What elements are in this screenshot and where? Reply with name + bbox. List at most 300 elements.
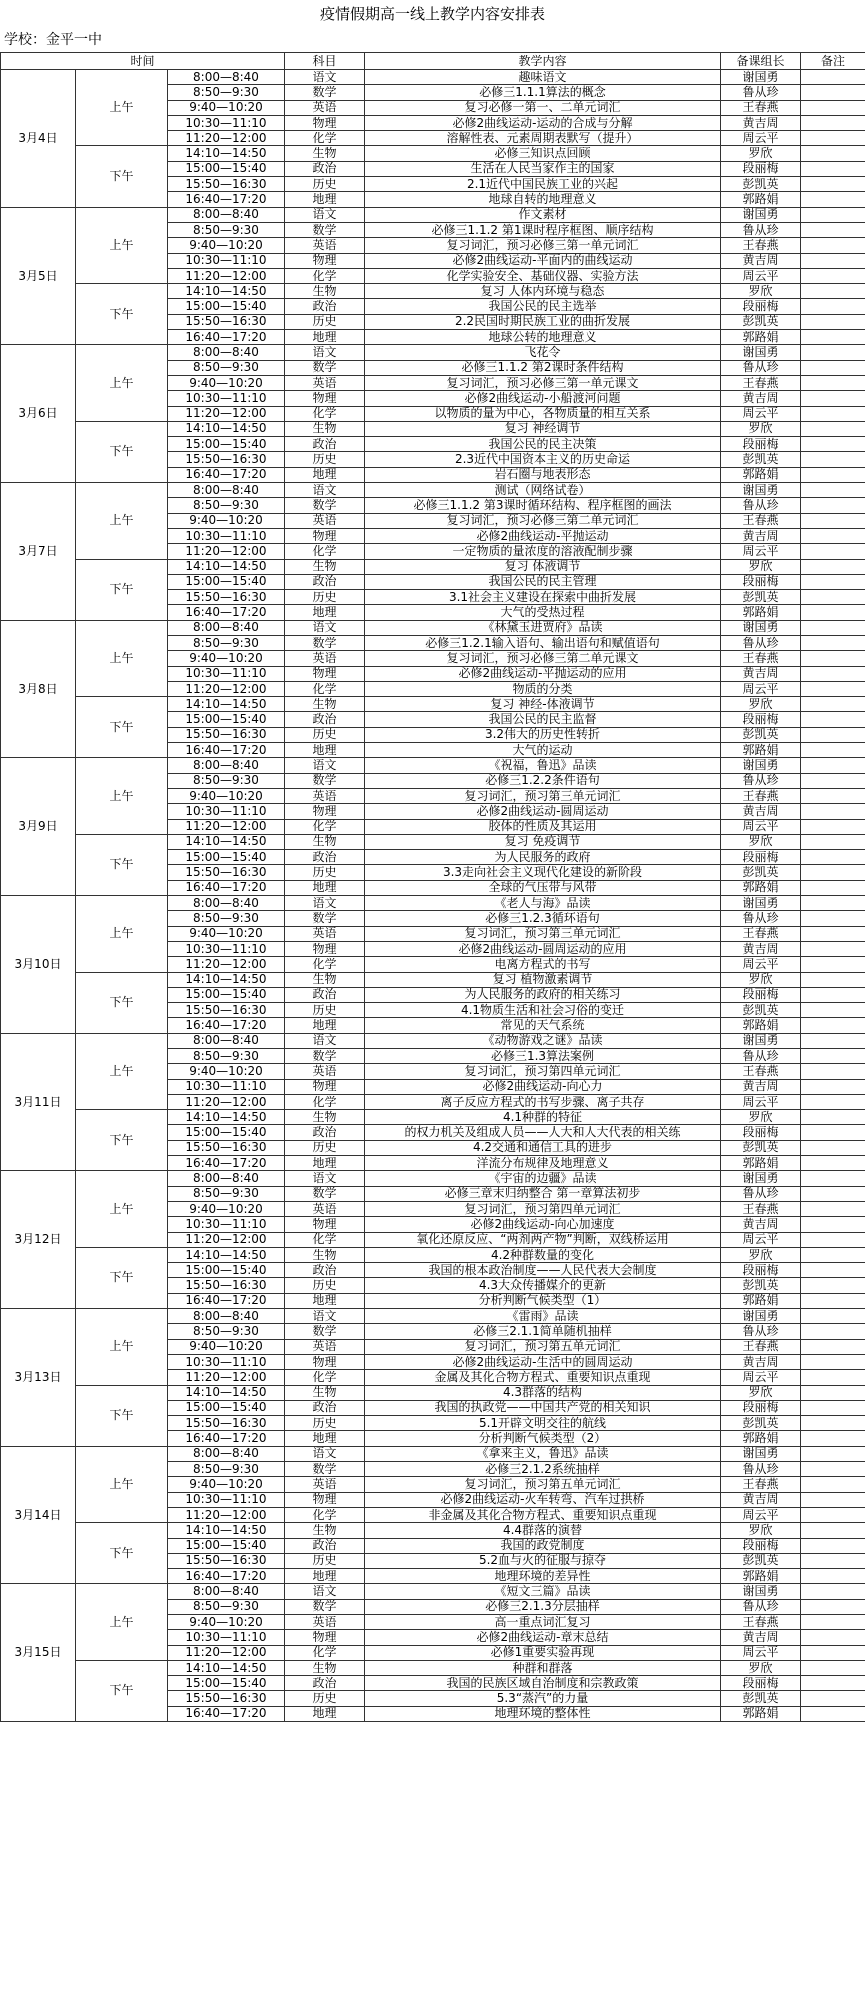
subject-cell: 生物 [285, 146, 365, 161]
note-cell [801, 1171, 865, 1186]
content-cell: 4.4群落的演替 [365, 1523, 721, 1538]
leader-cell: 郭路娟 [721, 1431, 801, 1446]
subject-cell: 语文 [285, 70, 365, 85]
subject-cell: 数学 [285, 773, 365, 788]
content-cell: 必修2曲线运动-圆周运动的应用 [365, 941, 721, 956]
content-cell: 4.2交通和通信工具的进步 [365, 1140, 721, 1155]
school-label: 学校：金平一中 [4, 32, 102, 48]
content-cell: 必修2曲线运动-运动的合成与分解 [365, 115, 721, 130]
content-cell: 我国的民族区域自治制度和宗教政策 [365, 1676, 721, 1691]
leader-cell: 黄吉周 [721, 1492, 801, 1507]
note-cell [801, 1706, 865, 1721]
leader-cell: 黄吉周 [721, 115, 801, 130]
content-cell: 《老人与海》品读 [365, 896, 721, 911]
leader-cell: 谢国勇 [721, 758, 801, 773]
content-cell: 地球自转的地理意义 [365, 192, 721, 207]
subject-cell: 数学 [285, 1186, 365, 1201]
note-cell [801, 437, 865, 452]
subject-cell: 语文 [285, 1309, 365, 1324]
note-cell [801, 1538, 865, 1553]
subject-cell: 历史 [285, 590, 365, 605]
subject-cell: 物理 [285, 1354, 365, 1369]
time-cell: 9:40—10:20 [168, 100, 285, 115]
subject-cell: 政治 [285, 987, 365, 1002]
note-cell [801, 1599, 865, 1614]
time-cell: 8:50—9:30 [168, 1324, 285, 1339]
note-cell [801, 880, 865, 895]
note-cell [801, 452, 865, 467]
content-cell: 离子反应方程式的书写步骤、离子共存 [365, 1094, 721, 1109]
time-cell: 8:50—9:30 [168, 360, 285, 375]
leader-cell: 王春燕 [721, 1339, 801, 1354]
time-cell: 8:50—9:30 [168, 773, 285, 788]
leader-cell: 谢国勇 [721, 620, 801, 635]
period-pm-cell: 下午 [76, 972, 168, 1033]
subject-cell: 历史 [285, 1553, 365, 1568]
leader-cell: 彭凯英 [721, 1553, 801, 1568]
period-am-cell: 上午 [76, 483, 168, 559]
time-cell: 15:50—16:30 [168, 1416, 285, 1431]
content-cell: 氧化还原反应、“两剂两产物”判断，双线桥运用 [365, 1232, 721, 1247]
time-cell: 8:00—8:40 [168, 758, 285, 773]
subject-cell: 生物 [285, 972, 365, 987]
content-cell: 5.3“蒸汽”的力量 [365, 1691, 721, 1706]
leader-cell: 周云平 [721, 268, 801, 283]
leader-cell: 王春燕 [721, 100, 801, 115]
time-cell: 10:30—11:10 [168, 115, 285, 130]
leader-cell: 罗欣 [721, 697, 801, 712]
subject-cell: 政治 [285, 1676, 365, 1691]
note-cell [801, 1400, 865, 1415]
table-row [1, 1110, 865, 1125]
time-cell: 15:50—16:30 [168, 865, 285, 880]
table-row [1, 972, 865, 987]
leader-cell: 彭凯英 [721, 727, 801, 742]
time-cell: 9:40—10:20 [168, 788, 285, 803]
note-cell [801, 131, 865, 146]
subject-cell: 化学 [285, 544, 365, 559]
time-cell: 10:30—11:10 [168, 666, 285, 681]
note-cell [801, 1018, 865, 1033]
note-cell [801, 1553, 865, 1568]
content-cell: 必修2曲线运动-平抛运动 [365, 528, 721, 543]
subject-cell: 语文 [285, 896, 365, 911]
content-cell: 《动物游戏之谜》品读 [365, 1033, 721, 1048]
note-cell [801, 406, 865, 421]
note-cell [801, 1156, 865, 1171]
note-cell [801, 207, 865, 222]
note-cell [801, 1339, 865, 1354]
note-cell [801, 1462, 865, 1477]
content-cell: 金属及其化合物方程式、重要知识点重现 [365, 1370, 721, 1385]
leader-cell: 鲁从珍 [721, 222, 801, 237]
content-cell: 为人民服务的政府的相关练习 [365, 987, 721, 1002]
leader-cell: 周云平 [721, 131, 801, 146]
leader-cell: 彭凯英 [721, 590, 801, 605]
time-cell: 15:50—16:30 [168, 590, 285, 605]
time-cell: 8:50—9:30 [168, 911, 285, 926]
note-cell [801, 896, 865, 911]
date-cell: 3月11日 [1, 1033, 76, 1171]
leader-cell: 郭路娟 [721, 467, 801, 482]
leader-cell: 段丽梅 [721, 712, 801, 727]
note-cell [801, 1217, 865, 1232]
time-cell: 16:40—17:20 [168, 880, 285, 895]
note-cell [801, 1079, 865, 1094]
subject-cell: 生物 [285, 421, 365, 436]
note-cell [801, 911, 865, 926]
table-row [1, 1309, 865, 1324]
subject-cell: 语文 [285, 1033, 365, 1048]
note-cell [801, 253, 865, 268]
note-cell [801, 1232, 865, 1247]
time-cell: 11:20—12:00 [168, 131, 285, 146]
content-cell: 复习词汇，预习第五单元词汇 [365, 1339, 721, 1354]
subject-cell: 物理 [285, 1217, 365, 1232]
time-cell: 15:00—15:40 [168, 161, 285, 176]
subject-cell: 英语 [285, 238, 365, 253]
note-cell [801, 941, 865, 956]
subject-cell: 生物 [285, 834, 365, 849]
note-cell [801, 513, 865, 528]
content-cell: 飞花令 [365, 345, 721, 360]
time-cell: 15:00—15:40 [168, 987, 285, 1002]
leader-cell: 黄吉周 [721, 391, 801, 406]
subject-cell: 语文 [285, 1584, 365, 1599]
time-cell: 8:00—8:40 [168, 1446, 285, 1461]
note-cell [801, 115, 865, 130]
content-cell: 4.3大众传播媒介的更新 [365, 1278, 721, 1293]
subject-cell: 化学 [285, 819, 365, 834]
time-cell: 15:50—16:30 [168, 727, 285, 742]
leader-cell: 段丽梅 [721, 1263, 801, 1278]
note-cell [801, 1263, 865, 1278]
time-cell: 8:50—9:30 [168, 498, 285, 513]
date-cell: 3月12日 [1, 1171, 76, 1309]
leader-cell: 谢国勇 [721, 70, 801, 85]
note-cell [801, 681, 865, 696]
content-cell: 《林黛玉进贾府》品读 [365, 620, 721, 635]
subject-cell: 物理 [285, 253, 365, 268]
time-cell: 15:00—15:40 [168, 1263, 285, 1278]
time-cell: 15:00—15:40 [168, 1538, 285, 1553]
leader-cell: 周云平 [721, 544, 801, 559]
leader-cell: 黄吉周 [721, 1217, 801, 1232]
content-cell: 复习词汇，预习必修三第二单元词汇 [365, 513, 721, 528]
subject-cell: 化学 [285, 406, 365, 421]
time-cell: 14:10—14:50 [168, 1660, 285, 1675]
leader-cell: 鲁从珍 [721, 1049, 801, 1064]
note-cell [801, 1584, 865, 1599]
leader-cell: 周云平 [721, 1232, 801, 1247]
leader-cell: 罗欣 [721, 1523, 801, 1538]
leader-cell: 彭凯英 [721, 1003, 801, 1018]
leader-cell: 王春燕 [721, 1614, 801, 1629]
subject-cell: 物理 [285, 391, 365, 406]
content-cell: 4.1种群的特征 [365, 1110, 721, 1125]
note-cell [801, 1385, 865, 1400]
content-cell: 《拿来主义，鲁迅》品读 [365, 1446, 721, 1461]
leader-cell: 郭路娟 [721, 605, 801, 620]
content-cell: 全球的气压带与风带 [365, 880, 721, 895]
content-cell: 必修2曲线运动-小船渡河问题 [365, 391, 721, 406]
content-cell: 常见的天气系统 [365, 1018, 721, 1033]
content-cell: 5.2血与火的征服与掠夺 [365, 1553, 721, 1568]
leader-cell: 谢国勇 [721, 1446, 801, 1461]
content-cell: 3.1社会主义建设在探索中曲折发展 [365, 590, 721, 605]
time-cell: 10:30—11:10 [168, 528, 285, 543]
leader-cell: 黄吉周 [721, 666, 801, 681]
time-cell: 11:20—12:00 [168, 1370, 285, 1385]
content-cell: 《祝福，鲁迅》品读 [365, 758, 721, 773]
note-cell [801, 85, 865, 100]
note-cell [801, 804, 865, 819]
content-cell: 必修三1.1.2 第3课时循环结构、程序框图的画法 [365, 498, 721, 513]
subject-cell: 历史 [285, 1416, 365, 1431]
content-cell: 一定物质的量浓度的溶液配制步骤 [365, 544, 721, 559]
subject-cell: 语文 [285, 345, 365, 360]
subject-cell: 语文 [285, 758, 365, 773]
content-cell: 复习词汇，预习必修三第一单元词汇 [365, 238, 721, 253]
time-cell: 15:50—16:30 [168, 1003, 285, 1018]
time-cell: 16:40—17:20 [168, 1293, 285, 1308]
content-cell: 化学实验安全、基础仪器、实验方法 [365, 268, 721, 283]
time-cell: 16:40—17:20 [168, 330, 285, 345]
table-row [1, 1523, 865, 1538]
leader-cell: 王春燕 [721, 1477, 801, 1492]
content-cell: 必修三2.1.2系统抽样 [365, 1462, 721, 1477]
content-cell: 复习词汇，预习第四单元词汇 [365, 1201, 721, 1216]
period-am-cell: 上午 [76, 620, 168, 696]
time-cell: 9:40—10:20 [168, 1614, 285, 1629]
note-cell [801, 1033, 865, 1048]
leader-cell: 黄吉周 [721, 1630, 801, 1645]
time-cell: 16:40—17:20 [168, 192, 285, 207]
subject-cell: 地理 [285, 1293, 365, 1308]
leader-cell: 彭凯英 [721, 1278, 801, 1293]
subject-cell: 化学 [285, 1370, 365, 1385]
leader-cell: 段丽梅 [721, 987, 801, 1002]
time-cell: 15:50—16:30 [168, 452, 285, 467]
note-cell [801, 972, 865, 987]
subject-cell: 数学 [285, 1599, 365, 1614]
note-cell [801, 834, 865, 849]
table-row [1, 620, 865, 635]
note-cell [801, 222, 865, 237]
content-cell: 复习 神经-体液调节 [365, 697, 721, 712]
period-am-cell: 上午 [76, 70, 168, 146]
content-cell: 高一重点词汇复习 [365, 1614, 721, 1629]
note-cell [801, 1309, 865, 1324]
subject-cell: 物理 [285, 941, 365, 956]
leader-cell: 郭路娟 [721, 192, 801, 207]
note-cell [801, 1660, 865, 1675]
leader-cell: 黄吉周 [721, 1354, 801, 1369]
subject-cell: 政治 [285, 1400, 365, 1415]
content-cell: 趣味语文 [365, 70, 721, 85]
period-pm-cell: 下午 [76, 834, 168, 895]
time-cell: 16:40—17:20 [168, 1018, 285, 1033]
content-cell: 必修2曲线运动-向心力 [365, 1079, 721, 1094]
date-cell: 3月15日 [1, 1584, 76, 1722]
period-pm-cell: 下午 [76, 146, 168, 207]
content-cell: 必修2曲线运动-向心加速度 [365, 1217, 721, 1232]
note-cell [801, 299, 865, 314]
time-cell: 11:20—12:00 [168, 406, 285, 421]
content-cell: 5.1开辟文明交往的航线 [365, 1416, 721, 1431]
time-cell: 16:40—17:20 [168, 467, 285, 482]
header-content: 教学内容 [365, 53, 721, 70]
time-cell: 10:30—11:10 [168, 391, 285, 406]
subject-cell: 地理 [285, 605, 365, 620]
leader-cell: 王春燕 [721, 926, 801, 941]
table-row [1, 1660, 865, 1675]
leader-cell: 彭凯英 [721, 865, 801, 880]
subject-cell: 地理 [285, 1018, 365, 1033]
content-cell: 必修三知识点回顾 [365, 146, 721, 161]
time-cell: 14:10—14:50 [168, 1385, 285, 1400]
content-cell: 大气的运动 [365, 743, 721, 758]
period-pm-cell: 下午 [76, 1660, 168, 1721]
leader-cell: 谢国勇 [721, 1309, 801, 1324]
time-cell: 8:50—9:30 [168, 635, 285, 650]
time-cell: 10:30—11:10 [168, 1354, 285, 1369]
subject-cell: 数学 [285, 1462, 365, 1477]
note-cell [801, 177, 865, 192]
time-cell: 16:40—17:20 [168, 1156, 285, 1171]
note-cell [801, 635, 865, 650]
leader-cell: 鲁从珍 [721, 911, 801, 926]
subject-cell: 化学 [285, 1094, 365, 1109]
content-cell: 复习词汇，预习必修三第二单元课文 [365, 651, 721, 666]
subject-cell: 生物 [285, 1523, 365, 1538]
note-cell [801, 528, 865, 543]
time-cell: 10:30—11:10 [168, 1492, 285, 1507]
subject-cell: 语文 [285, 207, 365, 222]
content-cell: 《宇宙的边疆》品读 [365, 1171, 721, 1186]
note-cell [801, 1614, 865, 1629]
leader-cell: 王春燕 [721, 238, 801, 253]
leader-cell: 段丽梅 [721, 161, 801, 176]
note-cell [801, 1431, 865, 1446]
table-row [1, 834, 865, 849]
leader-cell: 王春燕 [721, 788, 801, 803]
leader-cell: 段丽梅 [721, 1538, 801, 1553]
content-cell: 我国的政党制度 [365, 1538, 721, 1553]
content-cell: 必修1重要实验再现 [365, 1645, 721, 1660]
note-cell [801, 268, 865, 283]
content-cell: 洋流分布规律及地理意义 [365, 1156, 721, 1171]
note-cell [801, 1110, 865, 1125]
subject-cell: 英语 [285, 926, 365, 941]
subject-cell: 历史 [285, 1140, 365, 1155]
subject-cell: 化学 [285, 1645, 365, 1660]
content-cell: 胶体的性质及其运用 [365, 819, 721, 834]
leader-cell: 王春燕 [721, 1064, 801, 1079]
content-cell: 必修2曲线运动-圆周运动 [365, 804, 721, 819]
content-cell: 必修2曲线运动-平面内的曲线运动 [365, 253, 721, 268]
leader-cell: 鲁从珍 [721, 498, 801, 513]
content-cell: 地球公转的地理意义 [365, 330, 721, 345]
date-cell: 3月7日 [1, 483, 76, 621]
content-cell: 必修三1.1.2 第1课时程序框图、顺序结构 [365, 222, 721, 237]
schedule-body [1, 70, 865, 1722]
leader-cell: 周云平 [721, 681, 801, 696]
header-row [1, 53, 865, 70]
subject-cell: 政治 [285, 712, 365, 727]
note-cell [801, 1691, 865, 1706]
leader-cell: 鲁从珍 [721, 635, 801, 650]
header-time: 时间 [1, 53, 285, 70]
table-row [1, 1033, 865, 1048]
subject-cell: 英语 [285, 1064, 365, 1079]
subject-cell: 历史 [285, 1278, 365, 1293]
note-cell [801, 1201, 865, 1216]
note-cell [801, 1477, 865, 1492]
subject-cell: 化学 [285, 268, 365, 283]
content-cell: 我国公民的民主监督 [365, 712, 721, 727]
note-cell [801, 850, 865, 865]
time-cell: 8:00—8:40 [168, 1309, 285, 1324]
note-cell [801, 467, 865, 482]
leader-cell: 周云平 [721, 819, 801, 834]
content-cell: 4.3群落的结构 [365, 1385, 721, 1400]
leader-cell: 鲁从珍 [721, 1324, 801, 1339]
time-cell: 8:00—8:40 [168, 345, 285, 360]
content-cell: 分析判断气候类型（2） [365, 1431, 721, 1446]
time-cell: 8:00—8:40 [168, 1033, 285, 1048]
content-cell: 复习词汇，预习第三单元词汇 [365, 926, 721, 941]
content-cell: 必修三章末归纳整合 第一章算法初步 [365, 1186, 721, 1201]
time-cell: 8:00—8:40 [168, 896, 285, 911]
time-cell: 15:50—16:30 [168, 314, 285, 329]
leader-cell: 罗欣 [721, 284, 801, 299]
time-cell: 8:00—8:40 [168, 207, 285, 222]
time-cell: 9:40—10:20 [168, 1201, 285, 1216]
subject-cell: 政治 [285, 1538, 365, 1553]
time-cell: 15:00—15:40 [168, 437, 285, 452]
period-pm-cell: 下午 [76, 1385, 168, 1446]
time-cell: 11:20—12:00 [168, 957, 285, 972]
content-cell: 复习 人体内环境与稳态 [365, 284, 721, 299]
subject-cell: 英语 [285, 651, 365, 666]
time-cell: 8:50—9:30 [168, 1462, 285, 1477]
leader-cell: 段丽梅 [721, 437, 801, 452]
table-row [1, 758, 865, 773]
leader-cell: 周云平 [721, 1370, 801, 1385]
time-cell: 8:00—8:40 [168, 1584, 285, 1599]
period-am-cell: 上午 [76, 896, 168, 972]
note-cell [801, 788, 865, 803]
leader-cell: 鲁从珍 [721, 773, 801, 788]
note-cell [801, 865, 865, 880]
leader-cell: 谢国勇 [721, 896, 801, 911]
leader-cell: 彭凯英 [721, 177, 801, 192]
leader-cell: 周云平 [721, 1645, 801, 1660]
leader-cell: 郭路娟 [721, 330, 801, 345]
note-cell [801, 605, 865, 620]
subject-cell: 生物 [285, 1385, 365, 1400]
subject-cell: 数学 [285, 360, 365, 375]
note-cell [801, 1492, 865, 1507]
leader-cell: 周云平 [721, 406, 801, 421]
subject-cell: 政治 [285, 437, 365, 452]
subject-cell: 历史 [285, 727, 365, 742]
content-cell: 溶解性表、元素周期表默写（提升） [365, 131, 721, 146]
note-cell [801, 651, 865, 666]
content-cell: 复习 神经调节 [365, 421, 721, 436]
time-cell: 14:10—14:50 [168, 697, 285, 712]
